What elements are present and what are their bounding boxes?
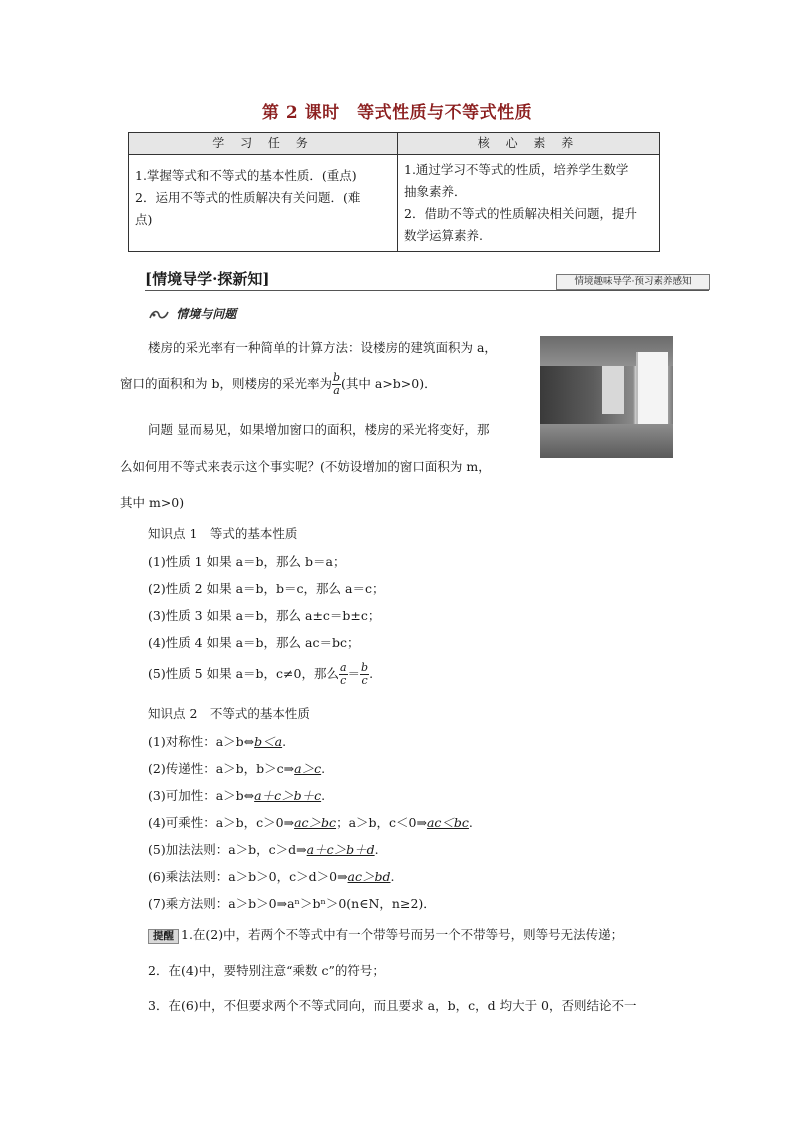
table-header-tasks: 学 习 任 务 [129,133,398,155]
table-header-core: 核 心 素 养 [398,133,660,155]
kp2-item: (4)可乘性：a＞b，c＞0⇒ac＞bc；a＞b，c＜0⇒ac＜bc. [148,815,473,830]
kp1-item-5: (5)性质 5 如果 a＝b，c≠0，那么 $\frac{a}{c}$ ＝ $\frac{b}{c}$ . [148,661,374,687]
tip-line-1: 提醒 1.在(2)中，若两个不等式中有一个带等号而另一个不带等号，则等号无法传递； [148,925,623,944]
kp2-item: (6)乘法法则：a＞b＞0，c＞d＞0⇒ac＞bd. [148,869,395,884]
scenario-line-2: 窗口的面积和为 b，则楼房的采光率为 $\frac{b}{a}$ (其中 a>b>0)． [120,371,437,397]
kp2-item: (1)对称性：a＞b⇔b＜a. [148,734,287,749]
kp1-item: (4)性质 4 如果 a＝b，那么 ac＝bc； [148,635,360,650]
kp2-item: (7)乘方法则：a＞b＞0⇒aⁿ＞bⁿ＞0(n∈N，n≥2)． [148,896,436,911]
kp2-item: (2)传递性：a＞b，b＞c⇒a＞c. [148,761,326,776]
table-cell-tasks: 1.掌握等式和不等式的基本性质．(重点) 2．运用不等式的性质解决有关问题．(难 点) [129,155,398,252]
kp1-heading: 知识点 1 等式的基本性质 [148,526,298,541]
kp1-item: (3)性质 3 如果 a＝b，那么 a±c＝b±c； [148,608,381,623]
table-cell-core: 1.通过学习不等式的性质，培养学生数学 抽象素养． 2．借助不等式的性质解决相关问题，提升 数学运算素养. [398,155,660,252]
swirl-icon [148,309,170,321]
kp1-item: (2)性质 2 如果 a＝b，b＝c，那么 a＝c； [148,581,385,596]
section-divider [145,290,709,291]
kp2-item: (5)加法法则：a＞b，c＞d⇒a＋c＞b＋d. [148,842,379,857]
page-title: 第 2 课时 等式性质与不等式性质 [261,103,533,123]
sub-heading: 情境与问题 [148,305,236,322]
section-heading: [情境导学·探新知] [145,270,270,288]
section-tag: 情境趣味导学·预习素养感知 [556,274,710,290]
learning-objectives-table [128,132,660,252]
kp2-heading: 知识点 2 不等式的基本性质 [148,706,310,721]
tip-badge: 提醒 [148,929,179,944]
scenario-line-1: 楼房的采光率有一种简单的计算方法：设楼房的建筑面积为 a， [148,340,497,355]
fraction-b-over-a: $\frac{b}{a}$ [332,371,341,397]
tip-line-3: 3．在(6)中，不但要求两个不等式同向，而且要求 a，b，c，d 均大于 0，否则结论不一 [148,998,637,1013]
kp1-item: (1)性质 1 如果 a＝b，那么 b＝a； [148,554,346,569]
room-photo [540,336,673,458]
tip-line-2: 2．在(4)中，要特别注意“乘数 c”的符号； [148,963,385,978]
scenario-line-4: 么如何用不等式来表示这个事实呢？(不妨设增加的窗口面积为 m， [120,459,491,474]
kp2-item: (3)可加性：a＞b⇔a＋c＞b＋c. [148,788,326,803]
scenario-line-3: 问题 显而易见，如果增加窗口的面积，楼房的采光将变好，那 [148,422,490,437]
scenario-line-5: 其中 m>0) [120,495,185,510]
